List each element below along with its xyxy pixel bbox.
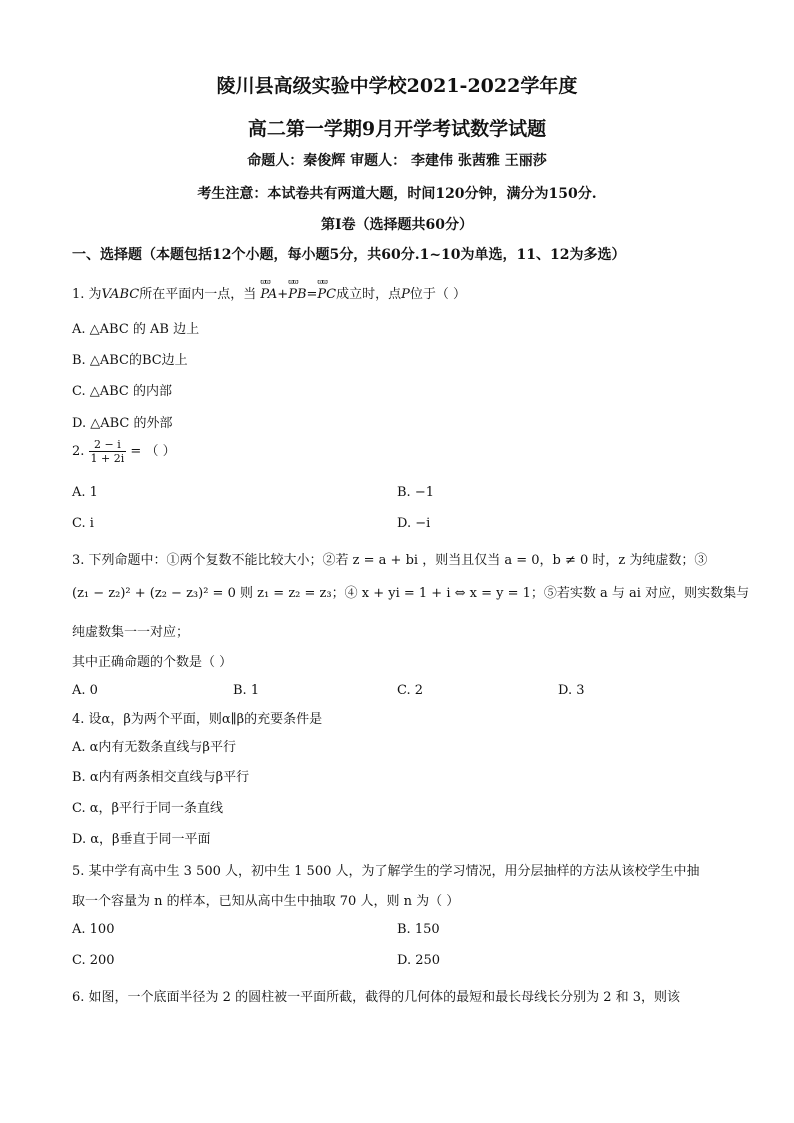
authors-line: 命题人：秦俊辉 审题人： 李建伟 张茜雅 王丽莎 bbox=[247, 153, 547, 169]
q3-line-1: 3. 下列命题中：①两个复数不能比较大小；②若 z = a + bi ，则当且仅当 a = 0，b ≠ 0 时，z 为纯虚数；③ bbox=[72, 553, 708, 568]
q4-option-b: B. α内有两条相交直线与β平行 bbox=[72, 770, 250, 785]
q3-line-3: 纯虚数集一一对应； bbox=[72, 625, 190, 640]
q1-stem-mid: 所在平面内一点，当 bbox=[139, 287, 257, 302]
q1-plus: + bbox=[277, 287, 289, 302]
q1-stem-post: 成立时，点 bbox=[336, 287, 402, 302]
q1-option-a: A. △ABC 的 AB 边上 bbox=[72, 322, 200, 337]
q5-option-a: A. 100 bbox=[72, 922, 115, 937]
question-1-stem bbox=[72, 283, 466, 302]
notice-line: 考生注意：本试卷共有两道大题，时间120分钟，满分为150分. bbox=[197, 186, 597, 202]
q3-line-2: (z₁ − z₂)² + (z₂ − z₃)² = 0 则 z₁ = z₂ = z₃；④ x + yi = 1 + i ⇔ x = y = 1；⑤若实数 a 与 ai 对应，则实数集与 bbox=[72, 586, 750, 601]
q5-option-c: C. 200 bbox=[72, 953, 115, 968]
q3-option-c: C. 2 bbox=[397, 683, 424, 698]
q6-line-1: 6. 如图，一个底面半径为 2 的圆柱被一平面所截，截得的几何体的最短和最长母线长分别为 2 和 3，则该 bbox=[72, 990, 681, 1005]
q5-option-b: B. 150 bbox=[397, 922, 440, 937]
q3-option-b: B. 1 bbox=[233, 683, 260, 698]
q4-option-c: C. α，β平行于同一条直线 bbox=[72, 801, 224, 816]
q2-fraction bbox=[89, 438, 127, 465]
q1-stem-pre: 1. 为 bbox=[72, 287, 102, 302]
q2-fraction-numerator: 2 − i bbox=[89, 438, 127, 452]
question-2-stem bbox=[72, 438, 176, 465]
q2-option-a: A. 1 bbox=[72, 485, 98, 500]
q1-triangle: VABC bbox=[101, 287, 140, 302]
q2-option-d: D. −i bbox=[397, 516, 431, 531]
q2-tail: = （ ） bbox=[130, 444, 176, 459]
q5-option-d: D. 250 bbox=[397, 953, 441, 968]
q2-option-c: C. i bbox=[72, 516, 94, 531]
volume-heading: 第I卷（选择题共60分） bbox=[320, 217, 474, 233]
exam-title: 高二第一学期9月开学考试数学试题 bbox=[247, 118, 547, 140]
q5-line-1: 5. 某中学有高中生 3 500 人，初中生 1 500 人，为了解学生的学习情况，用分层抽样的方法从该校学生中抽 bbox=[72, 864, 700, 879]
school-title: 陵川县高级实验中学校2021-2022学年度 bbox=[216, 75, 578, 97]
vector-pb: ϖϖ PB bbox=[288, 287, 306, 302]
q2-option-b: B. −1 bbox=[397, 485, 434, 500]
section-heading: 一、选择题（本题包括12个小题，每小题5分，共60分.1~10为单选，11、12为多选） bbox=[72, 247, 626, 263]
q3-option-d: D. 3 bbox=[558, 683, 585, 698]
q4-stem: 4. 设α，β为两个平面，则α∥β的充要条件是 bbox=[72, 712, 323, 727]
q4-option-d: D. α，β垂直于同一平面 bbox=[72, 832, 211, 847]
q2-number: 2. bbox=[72, 444, 85, 459]
q1-option-d: D. △ABC 的外部 bbox=[72, 416, 173, 431]
q1-option-b: B. △ABC的BC边上 bbox=[72, 353, 188, 368]
q3-option-a: A. 0 bbox=[72, 683, 98, 698]
q1-stem-end: 位于（ ） bbox=[409, 287, 467, 302]
q5-line-2: 取一个容量为 n 的样本，已知从高中生中抽取 70 人，则 n 为（ ） bbox=[72, 894, 460, 909]
vector-pc: ϖϖ PC bbox=[317, 287, 336, 302]
q1-point-p: P bbox=[401, 287, 410, 302]
q4-option-a: A. α内有无数条直线与β平行 bbox=[72, 740, 236, 755]
vector-pa: ϖϖ PA bbox=[260, 287, 277, 302]
q2-fraction-denominator: 1 + 2i bbox=[90, 452, 125, 465]
q1-option-c: C. △ABC 的内部 bbox=[72, 384, 173, 399]
q1-equals: = bbox=[306, 287, 318, 302]
q3-line-4: 其中正确命题的个数是（ ） bbox=[72, 655, 233, 670]
